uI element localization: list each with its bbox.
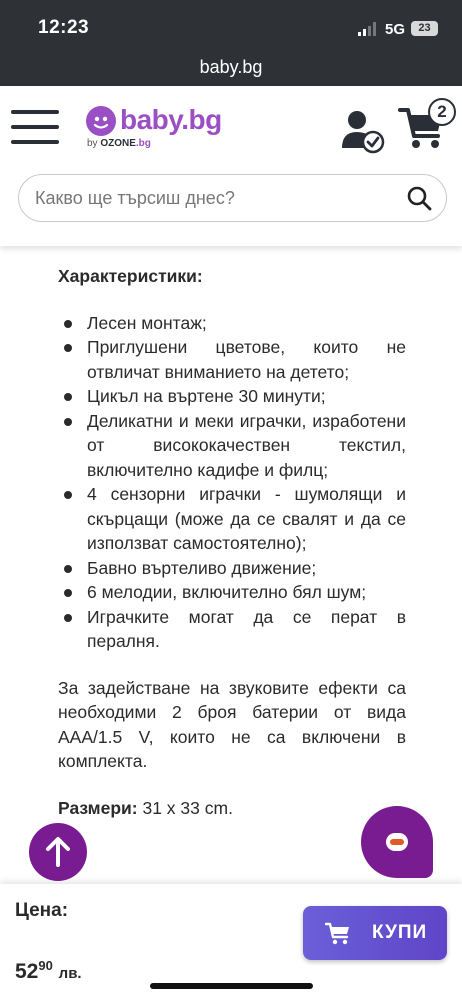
search-input[interactable] <box>35 175 395 221</box>
battery-note: За задействане на звуковите ефекти са необходими 2 броя батерии от вида AAA/1.5 V, които не са включени в комплекта. <box>58 677 406 771</box>
status-time: 12:23 <box>38 17 90 38</box>
signal-icon <box>358 22 378 36</box>
list-item: Приглушени цветове, които не отвличат вниманието на детето; <box>58 335 406 384</box>
site-logo[interactable] <box>86 104 226 150</box>
logo-subtitle: by OZONE.bg <box>87 138 151 149</box>
logo-text: baby.bg <box>120 104 222 135</box>
chat-icon <box>386 833 408 851</box>
arrow-up-icon <box>29 823 87 881</box>
dimensions-label: Размери: <box>58 797 138 818</box>
product-description <box>58 264 406 842</box>
features-list <box>58 311 406 654</box>
chat-button[interactable] <box>361 806 433 878</box>
buy-button-label: КУПИ <box>372 922 428 943</box>
cart-plus-icon <box>325 920 351 946</box>
search-icon[interactable] <box>406 185 432 211</box>
price-value: $52^{90}$ лв. <box>15 958 82 983</box>
battery-icon: 23 <box>411 21 438 36</box>
list-item: 6 мелодии, включително бял шум; <box>58 580 406 605</box>
list-item: Деликатни и меки играчки, изработени от висококачествен текстил, включително кадифе и филц; <box>58 409 406 483</box>
network-type: 5G <box>385 21 406 38</box>
scroll-to-top-button[interactable] <box>29 823 87 881</box>
url-bar[interactable]: baby.bg <box>0 56 462 86</box>
list-item: Лесен монтаж; <box>58 311 406 336</box>
dimensions-value: 31 x 33 cm. <box>137 797 233 818</box>
buy-button[interactable] <box>303 906 447 960</box>
home-indicator[interactable] <box>150 983 313 989</box>
features-heading: Характеристики: <box>58 266 203 286</box>
status-bar <box>0 0 462 56</box>
user-check-icon[interactable] <box>340 108 386 154</box>
hamburger-menu-icon[interactable] <box>11 110 59 146</box>
logo-face-icon <box>86 106 116 136</box>
site-header <box>0 86 462 246</box>
cart-count-badge[interactable]: 2 <box>428 98 456 126</box>
list-item: Бавно въртеливо движение; <box>58 556 406 581</box>
list-item: Цикъл на въртене 30 минути; <box>58 384 406 409</box>
list-item: 4 сензорни играчки - шумолящи и скърцащи (може да се свалят и да се използват самостоятелно); <box>58 482 406 556</box>
dimensions <box>58 796 406 821</box>
search-bar[interactable] <box>18 174 447 222</box>
list-item: Играчките могат да се перат в пералня. <box>58 605 406 654</box>
price-label: Цена: <box>15 900 69 921</box>
